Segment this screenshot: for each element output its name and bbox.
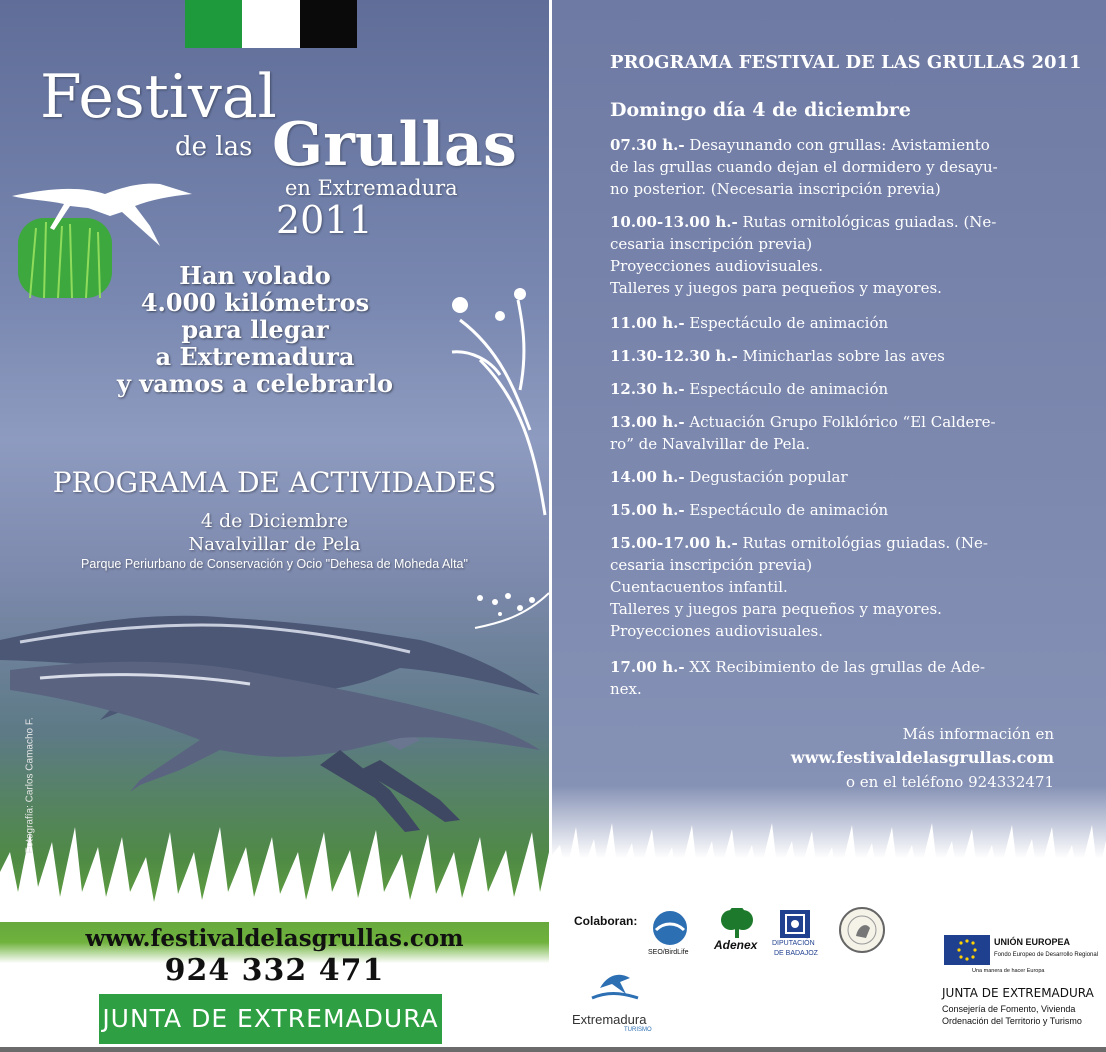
slogan-line: para llegar (181, 315, 329, 344)
event-item (610, 134, 1060, 200)
event-time: 07.30 h.- (610, 136, 685, 154)
event-text: Espectáculo de animación (684, 501, 889, 519)
event-time: 17.00 h.- (610, 658, 685, 676)
event-text: Proyecciones audiovisuales. (610, 622, 824, 640)
event-item (610, 211, 1060, 299)
program-heading: PROGRAMA DE ACTIVIDADES (52, 466, 497, 499)
festival-title-de-las: de las (175, 132, 253, 162)
flag-green-stripe (185, 0, 242, 48)
event-text: de las grullas cuando dejan el dormidero y desayu- (610, 158, 998, 176)
festival-title-grullas: Grullas (272, 110, 517, 180)
diputacion-logo-icon (780, 910, 810, 938)
event-text: cesaria inscripción previa) (610, 556, 813, 574)
eu-flag-icon (944, 935, 990, 965)
event-time: 14.00 h.- (610, 468, 685, 486)
event-time: 11.30-12.30 h.- (610, 347, 738, 365)
festival-year: 2011 (276, 198, 373, 242)
extremadura-crane-logo-icon (590, 968, 640, 1008)
event-text: Desayunando con grullas: Avistamiento (684, 136, 990, 154)
program-panel (552, 0, 1106, 1047)
photo-credit: Fotografía: Carlos Camacho F. (24, 717, 36, 854)
event-time: 11.00 h.- (610, 314, 685, 332)
junta-extremadura-right: JUNTA DE EXTREMADURA (942, 986, 1094, 1000)
event-text: Cuentacuentos infantil. (610, 578, 788, 596)
slogan-line: a Extremadura (155, 342, 355, 371)
event-text: Degustación popular (684, 468, 848, 486)
consejeria-line-1: Consejería de Fomento, Vivienda (942, 1004, 1076, 1014)
association-seal-icon (838, 906, 886, 954)
phone-left: 924 332 471 (164, 953, 385, 988)
event-text: Talleres y juegos para pequeños y mayores. (610, 279, 942, 297)
event-item (610, 411, 1060, 455)
event-text: XX Recibimiento de las grullas de Ade- (684, 658, 986, 676)
turismo-caption: TURISMO (624, 1027, 652, 1033)
event-item (610, 378, 1060, 400)
event-text: Rutas ornitológias guiadas. (Ne- (737, 534, 988, 552)
event-item (610, 312, 1060, 334)
event-text: ro” de Navalvillar de Pela. (610, 435, 810, 453)
event-time: 10.00-13.00 h.- (610, 213, 738, 231)
grass-decoration-icon (0, 812, 549, 922)
junta-badge: JUNTA DE EXTREMADURA (99, 994, 442, 1044)
flag-black-stripe (300, 0, 357, 48)
diputacion-caption-2: DE BADAJOZ (774, 950, 818, 957)
event-item (610, 532, 1060, 642)
event-item (610, 345, 1060, 367)
program-title: PROGRAMA FESTIVAL DE LAS GRULLAS 2011 (610, 52, 1082, 73)
event-item (610, 656, 1060, 700)
website-left[interactable]: www.festivaldelasgrullas.com (85, 925, 464, 952)
event-park: Parque Periurbano de Conservación y Ocio "Dehesa de Moheda Alta" (81, 557, 468, 571)
slogan-line: 4.000 kilómetros (140, 288, 370, 317)
consejeria-line-2: Ordenación del Territorio y Turismo (942, 1016, 1082, 1026)
event-item (610, 499, 1060, 521)
event-text: Espectáculo de animación (684, 380, 889, 398)
poster-cover (0, 0, 549, 1047)
grass-decoration-icon (552, 815, 1106, 895)
event-item (610, 466, 1060, 488)
event-time: 15.00-17.00 h.- (610, 534, 738, 552)
extremadura-caption: Extremadura (572, 1012, 647, 1027)
event-text: Rutas ornitológicas guiadas. (Ne- (737, 213, 997, 231)
website-right[interactable]: www.festivaldelasgrullas.com (790, 748, 1054, 767)
diputacion-caption-1: DIPUTACIÓN (772, 940, 815, 947)
seo-birdlife-logo-icon (650, 908, 690, 948)
adenex-tree-icon (717, 908, 757, 938)
bottom-border (0, 1047, 1106, 1052)
program-day: Domingo día 4 de diciembre (610, 99, 911, 121)
phone-right: o en el teléfono 924332471 (845, 773, 1054, 791)
more-info-label: Más información en (902, 725, 1054, 743)
event-text: Talleres y juegos para pequeños y mayores. (610, 600, 942, 618)
event-time: 13.00 h.- (610, 413, 685, 431)
eu-fund: Fondo Europeo de Desarrollo Regional (994, 952, 1099, 958)
slogan-line: Han volado (179, 261, 331, 290)
event-text: Proyecciones audiovisuales. (610, 257, 824, 275)
adenex-caption: Adenex (714, 938, 758, 952)
eu-motto: Una manera de hacer Europa (972, 968, 1045, 974)
flag-white-stripe (242, 0, 300, 48)
event-town: Navalvillar de Pela (188, 534, 361, 555)
slogan-line: y vamos a celebrarlo (117, 369, 393, 398)
festival-title-region: en Extremadura (285, 176, 458, 200)
event-text: Minicharlas sobre las aves (737, 347, 945, 365)
event-date: 4 de Diciembre (200, 510, 349, 532)
crane-lower-icon (10, 662, 540, 832)
event-text: Actuación Grupo Folklórico “El Caldere- (684, 413, 996, 431)
festival-title-line1: Festival (40, 62, 277, 132)
event-text: nex. (610, 680, 642, 698)
slogan (70, 262, 440, 397)
event-time: 12.30 h.- (610, 380, 685, 398)
collaborators-label: Colaboran: (574, 914, 638, 928)
event-text: cesaria inscripción previa) (610, 235, 813, 253)
event-text: Espectáculo de animación (684, 314, 889, 332)
eu-name: UNIÓN EUROPEA (994, 937, 1071, 947)
seo-caption: SEO/BirdLife (648, 949, 689, 956)
event-time: 15.00 h.- (610, 501, 685, 519)
event-text: no posterior. (Necesaria inscripción previa) (610, 180, 941, 198)
